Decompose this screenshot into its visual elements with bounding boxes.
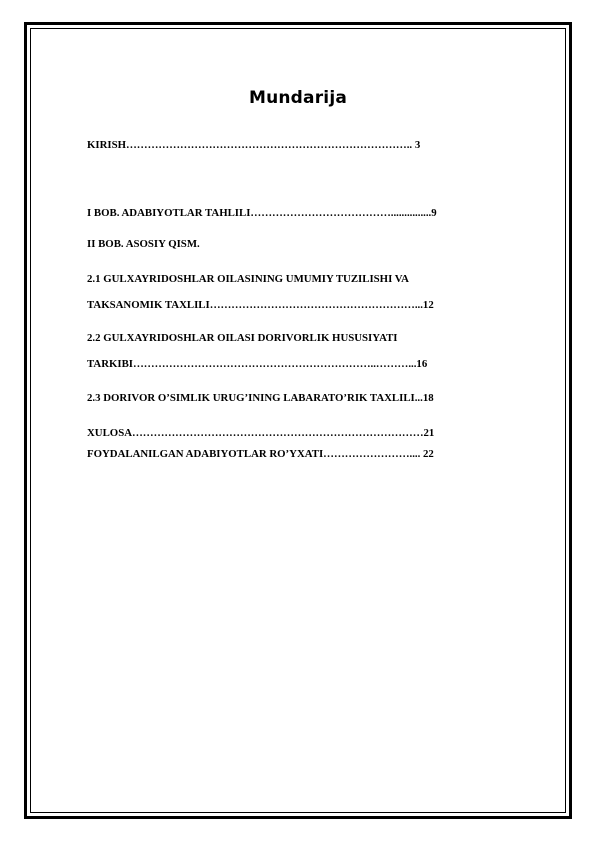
page-title: Mundarija <box>248 88 348 108</box>
toc-entry-adabiyotlar: FOYDALANILGAN ADABIYOTLAR RO’YXATI…………………….... 22 <box>87 448 434 460</box>
toc-entry-section-2-2-line1: 2.2 GULXAYRIDOSHLAR OILASI DORIVORLIK HUSUSIYATI <box>87 332 398 344</box>
toc-entry-bob1: I BOB. ADABIYOTLAR TAHLILI…………………………………...............9 <box>87 207 437 219</box>
toc-entry-section-2-3: 2.3 DORIVOR O’SIMLIK URUG’INING LABARATO’RIK TAXLILI...18 <box>87 392 434 404</box>
toc-entry-section-2-1-line1: 2.1 GULXAYRIDOSHLAR OILASINING UMUMIY TUZILISHI VA <box>87 273 409 285</box>
toc-entry-bob2: II BOB. ASOSIY QISM. <box>87 238 200 250</box>
toc-entry-section-2-2-line2: TARKIBI…………………………………………………………..………...16 <box>87 358 428 370</box>
toc-entry-kirish: KIRISH…………………………………………………………………….. 3 <box>87 139 421 151</box>
toc-entry-xulosa: XULOSA………………………………………………………………………21 <box>87 427 435 439</box>
toc-entry-section-2-1-line2: TAKSANOMIK TAXLILI…………………………………………………...12 <box>87 299 434 311</box>
